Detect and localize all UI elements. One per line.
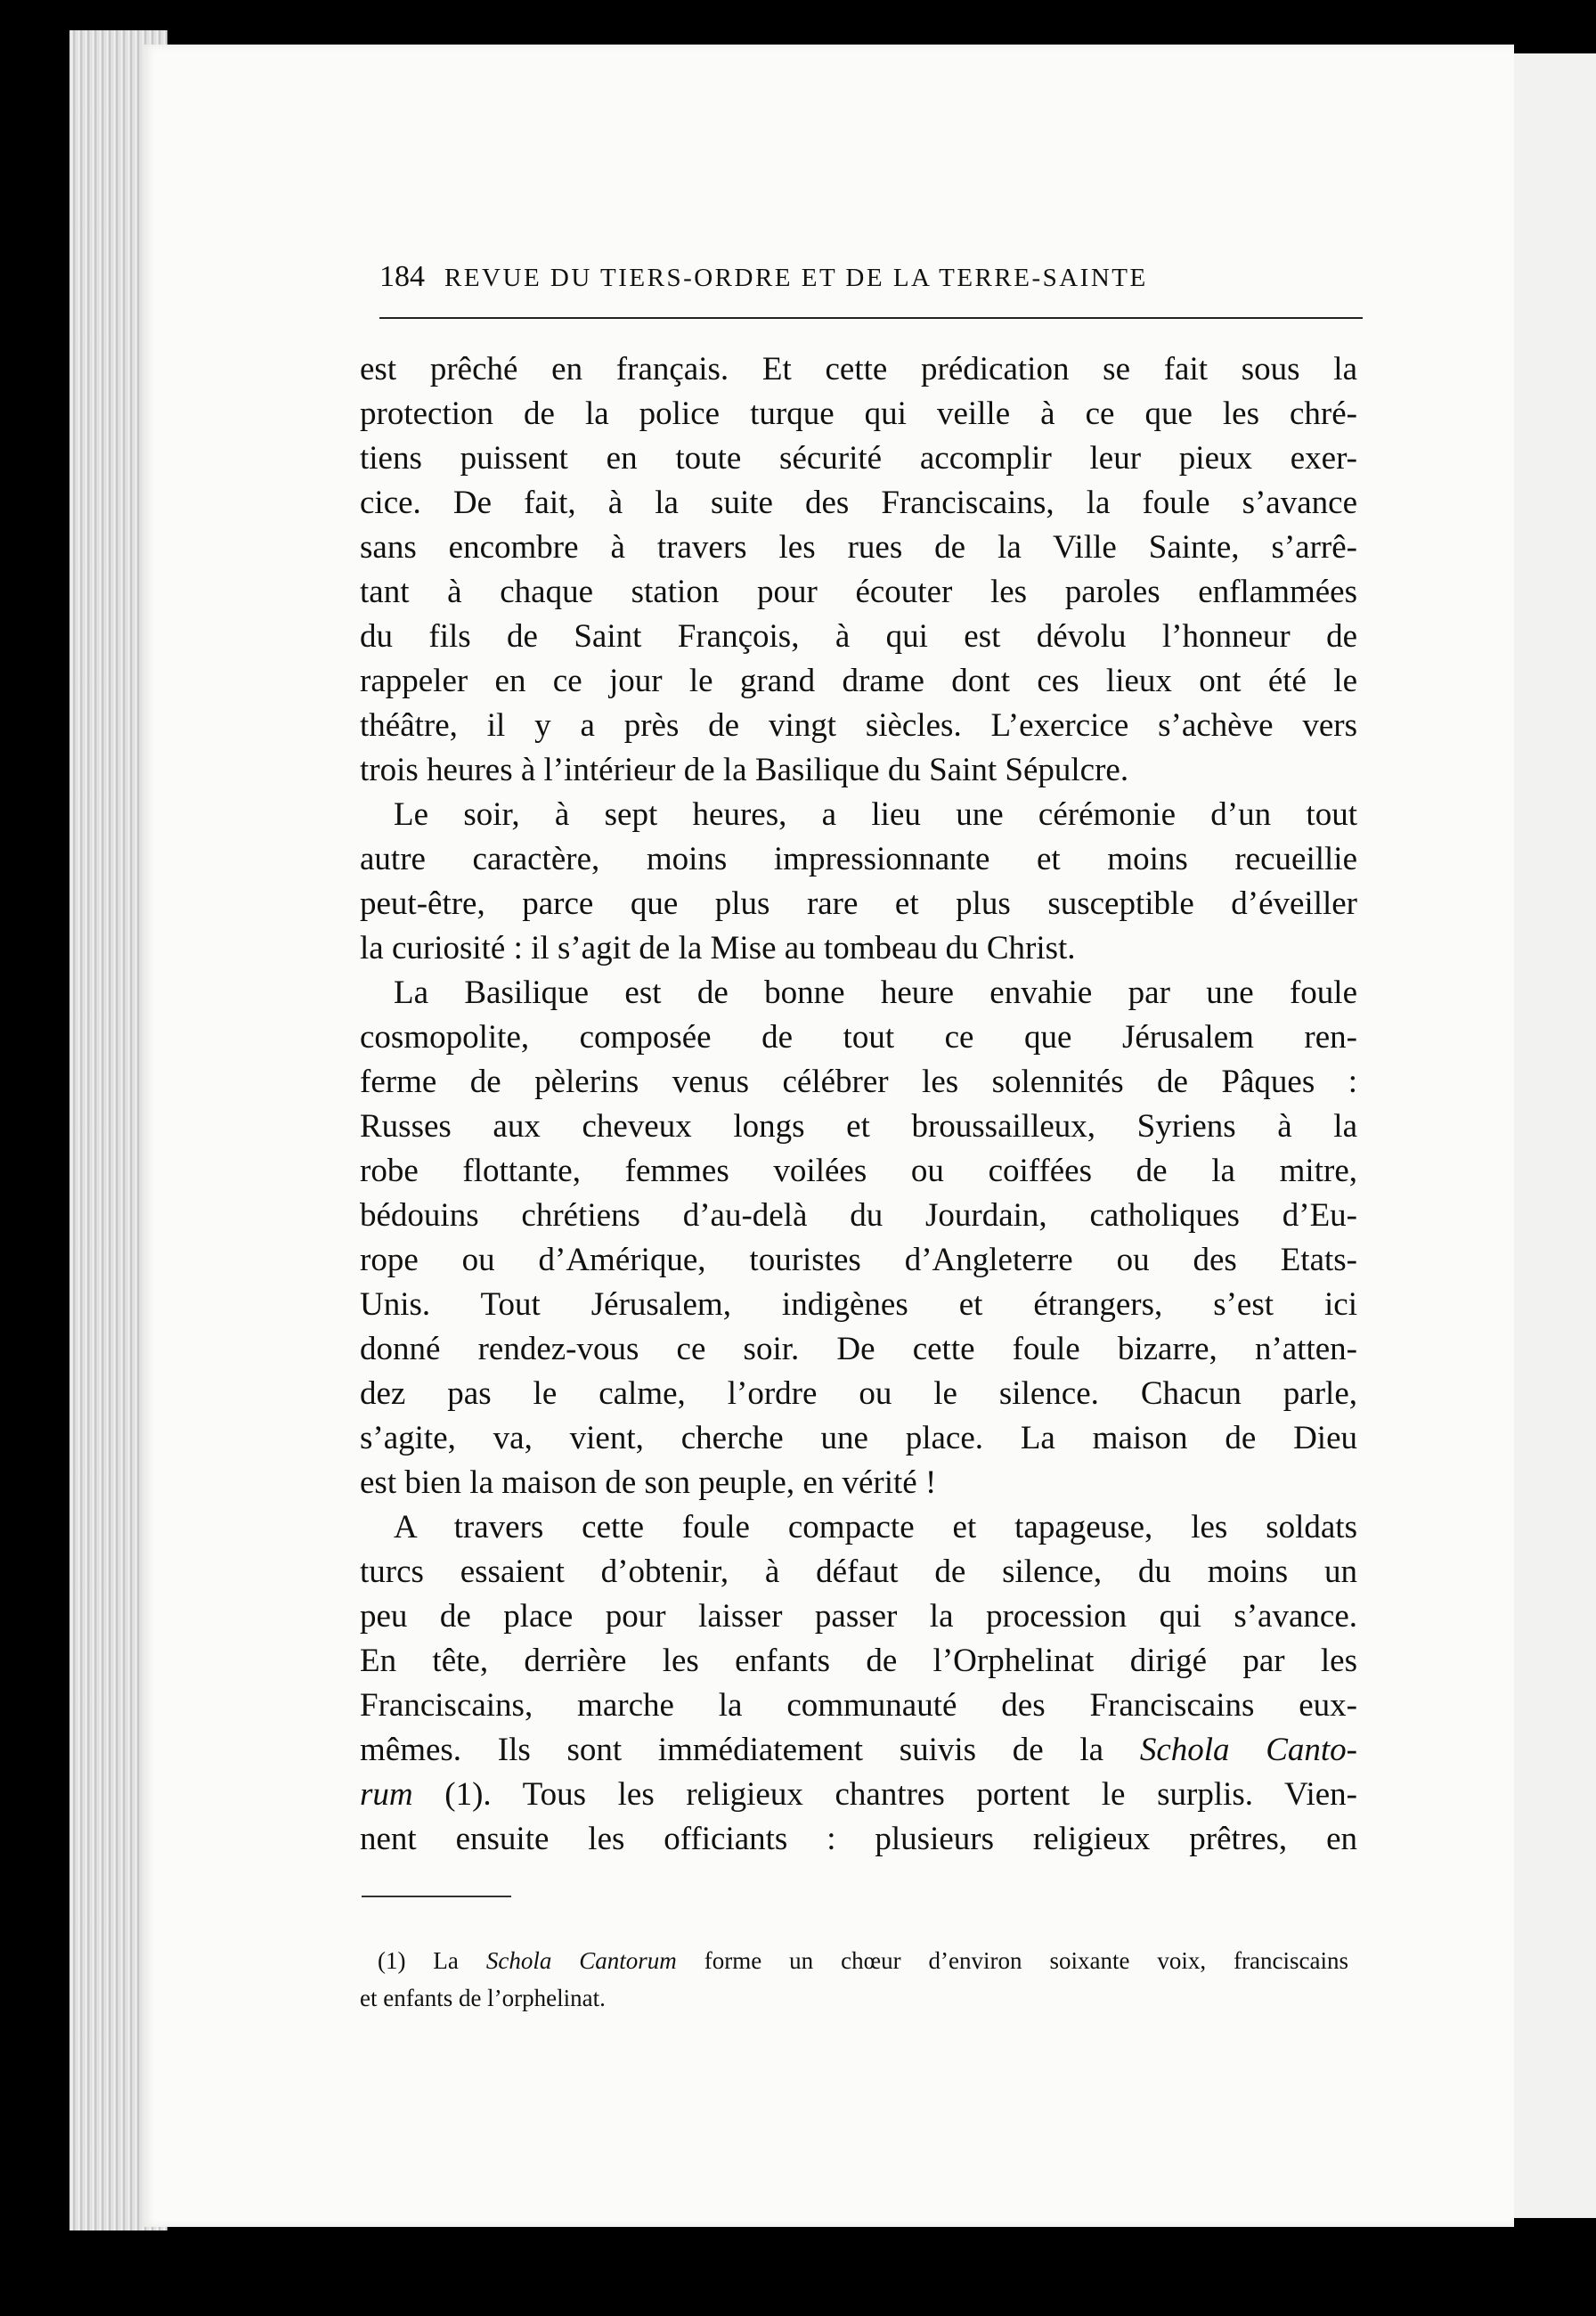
header-rule — [379, 317, 1363, 319]
footnote-rule — [362, 1896, 511, 1897]
text-line: Franciscains, marche la communauté des Franciscains eux- — [360, 1687, 1357, 1724]
text-segment: mêmes. Ils sont immédiatement suivis de la — [360, 1732, 1104, 1768]
paragraph-start-line: A travers cette foule compacte et tapageuse, les soldats — [394, 1509, 1357, 1545]
text-line: autre caractère, moins impressionnante et moins recueillie — [360, 841, 1357, 877]
text-line: est prêché en français. Et cette prédication se fait sous la — [360, 351, 1357, 387]
text-line: protection de la police turque qui veille à ce que les chré- — [360, 396, 1357, 432]
paragraph-start-line: Le soir, à sept heures, a lieu une cérémonie d’un tout — [394, 796, 1357, 833]
running-title: REVUE DU TIERS-ORDRE ET DE LA TERRE-SAINTE — [444, 264, 1148, 292]
text-line: peut-être, parce que plus rare et plus susceptible d’éveiller — [360, 885, 1357, 922]
footnote-line: et enfants de l’orphelinat. — [360, 1985, 606, 2011]
paragraph-start-line: La Basilique est de bonne heure envahie par une foule — [394, 975, 1357, 1011]
italic-term: Schola Canto- — [1139, 1732, 1357, 1768]
page-number: 184 — [379, 260, 425, 293]
text-line: dez pas le calme, l’ordre ou le silence. Chacun parle, — [360, 1375, 1357, 1412]
text-line: trois heures à l’intérieur de la Basilique du Saint Sépulcre. — [360, 752, 1129, 788]
text-line: ferme de pèlerins venus célébrer les solennités de Pâques : — [360, 1064, 1357, 1100]
text-line: nent ensuite les officiants : plusieurs religieux prêtres, en — [360, 1821, 1357, 1857]
text-line: bédouins chrétiens d’au-delà du Jourdain, catholiques d’Eu- — [360, 1197, 1357, 1234]
text-line: peu de place pour laisser passer la procession qui s’avance. — [360, 1598, 1357, 1635]
text-line: la curiosité : il s’agit de la Mise au tombeau du Christ. — [360, 930, 1076, 966]
text-line — [360, 1728, 1357, 1773]
text-line: tant à chaque station pour écouter les paroles enflammées — [360, 574, 1357, 610]
text-line — [360, 1773, 1357, 1817]
facing-page-edge — [1507, 53, 1596, 2218]
footnote-text: forme un chœur d’environ soixante voix, franciscains — [704, 1947, 1349, 1974]
page-header — [379, 260, 1359, 294]
footnote — [360, 1942, 1348, 2017]
italic-term: rum — [360, 1776, 413, 1813]
footnote-marker: (1) La — [378, 1947, 459, 1974]
text-line: rappeler en ce jour le grand drame dont ces lieux ont été le — [360, 663, 1357, 699]
text-line: est bien la maison de son peuple, en vérité ! — [360, 1464, 937, 1501]
footnote-italic-term: Schola Cantorum — [485, 1947, 677, 1974]
text-line: tiens puissent en toute sécurité accomplir leur pieux exer- — [360, 440, 1357, 477]
text-line: En tête, derrière les enfants de l’Orphelinat dirigé par les — [360, 1643, 1357, 1679]
text-line: du fils de Saint François, à qui est dévolu l’honneur de — [360, 618, 1357, 655]
text-line: rope ou d’Amérique, touristes d’Angleterre ou des Etats- — [360, 1242, 1357, 1278]
body-text — [360, 347, 1357, 1862]
text-line: Russes aux cheveux longs et broussailleux, Syriens à la — [360, 1108, 1357, 1145]
footnote-line — [360, 1942, 1348, 1979]
text-line: cice. De fait, à la suite des Franciscains, la foule s’avance — [360, 485, 1357, 521]
text-line: donné rendez-vous ce soir. De cette foule bizarre, n’atten- — [360, 1331, 1357, 1367]
text-line: cosmopolite, composée de tout ce que Jérusalem ren- — [360, 1019, 1357, 1056]
text-line: s’agite, va, vient, cherche une place. La maison de Dieu — [360, 1420, 1357, 1456]
text-line: robe flottante, femmes voilées ou coiffées de la mitre, — [360, 1153, 1357, 1189]
text-line: théâtre, il y a près de vingt siècles. L’exercice s’achève vers — [360, 707, 1357, 744]
text-line: turcs essaient d’obtenir, à défaut de silence, du moins un — [360, 1554, 1357, 1590]
text-line: sans encombre à travers les rues de la Ville Sainte, s’arrê- — [360, 529, 1357, 566]
text-segment: (1). Tous les religieux chantres portent le surplis. Vien- — [444, 1776, 1357, 1813]
text-line: Unis. Tout Jérusalem, indigènes et étrangers, s’est ici — [360, 1286, 1357, 1323]
